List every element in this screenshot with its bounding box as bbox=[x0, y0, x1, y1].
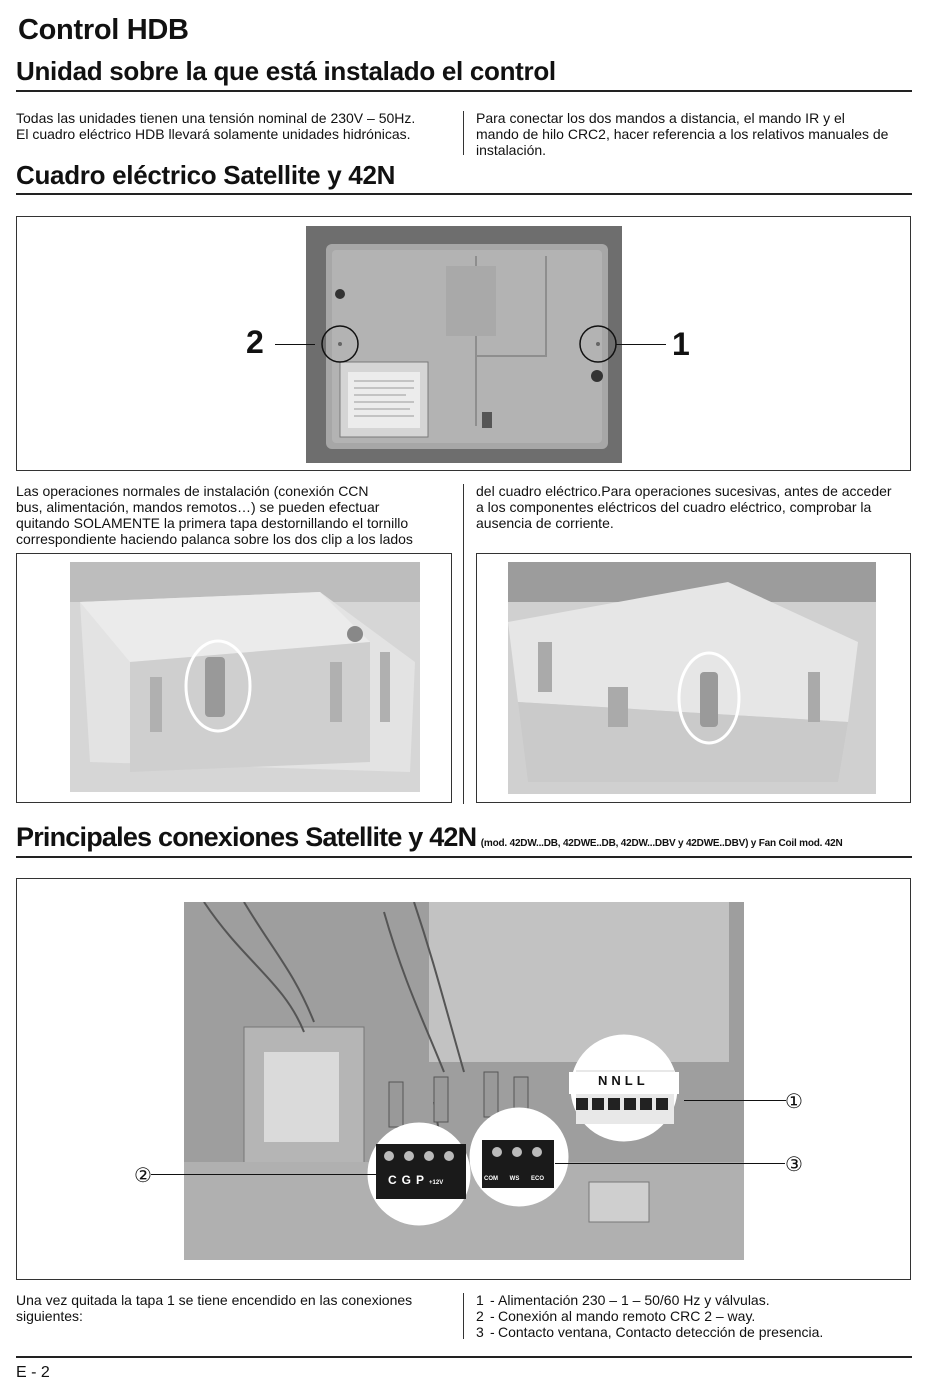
text-line: a los componentes eléctricos del cuadro eléctrico, comprobar la bbox=[476, 499, 872, 515]
column-divider bbox=[463, 484, 464, 804]
section1-title: Cuadro eléctrico Satellite y 42N bbox=[16, 160, 396, 190]
intro-right-line: instalación. bbox=[476, 142, 547, 158]
header-rule bbox=[16, 90, 912, 92]
list-item: 3 - Contacto ventana, Contacto detección de presencia. bbox=[476, 1324, 824, 1340]
section2-title-note: (mod. 42DW...DB, 42DWE..DB, 42DW...DBV y 42DWE..DBV) y Fan Coil mod. 42N bbox=[480, 838, 843, 849]
section2-title-row bbox=[16, 822, 843, 853]
connections-photo bbox=[184, 902, 744, 1260]
terminal-labels-crc2 bbox=[388, 1173, 443, 1187]
list-item-text: Alimentación 230 – 1 – 50/60 Hz y válvulas. bbox=[498, 1292, 770, 1308]
callout-line-2 bbox=[151, 1174, 376, 1175]
text-line: siguientes: bbox=[16, 1308, 83, 1324]
terminal-labels-power bbox=[598, 1073, 649, 1088]
footer-rule bbox=[16, 1356, 912, 1358]
text-line: bus, alimentación, mandos remotos…) se pueden efectuar bbox=[16, 499, 380, 515]
callout-line-1 bbox=[684, 1100, 786, 1101]
section2-title: Principales conexiones Satellite y 42N bbox=[16, 822, 477, 852]
list-item-text: Conexión al mando remoto CRC 2 – way. bbox=[498, 1308, 756, 1324]
callout-2: 2 bbox=[246, 324, 264, 360]
callout-num-3: ③ bbox=[785, 1154, 803, 1176]
terminal-label: G bbox=[401, 1173, 417, 1187]
clip-photo-right bbox=[508, 562, 876, 794]
terminal-label: L bbox=[636, 1073, 649, 1088]
page-subtitle: Unidad sobre la que está instalado el control bbox=[16, 56, 556, 86]
terminal-label: N bbox=[598, 1073, 612, 1088]
connections-list bbox=[476, 1292, 916, 1340]
terminal-labels-contacts bbox=[484, 1176, 544, 1182]
callout-num-1: ① bbox=[785, 1091, 803, 1113]
list-item: 1 - Alimentación 230 – 1 – 50/60 Hz y válvulas. bbox=[476, 1292, 770, 1308]
intro-left-line: El cuadro eléctrico HDB llevará solamente unidades hidrónicas. bbox=[16, 126, 411, 142]
callout-1: 1 bbox=[672, 326, 690, 362]
callout-line-2 bbox=[275, 344, 315, 345]
section2-rule bbox=[16, 856, 912, 858]
terminal-label: COM bbox=[484, 1176, 498, 1182]
intro-left bbox=[16, 110, 456, 142]
list-item-text: Contacto ventana, Contacto detección de presencia. bbox=[498, 1324, 824, 1340]
section1-rule bbox=[16, 193, 912, 195]
page-title: Control HDB bbox=[18, 14, 189, 46]
terminal-label: P bbox=[416, 1173, 430, 1187]
intro-right-line: mando de hilo CRC2, hacer referencia a los relativos manuales de bbox=[476, 126, 889, 142]
terminal-label: WS bbox=[509, 1176, 520, 1182]
terminal-label: ECO bbox=[531, 1176, 545, 1182]
section1-text-right bbox=[476, 483, 916, 531]
text-line: correspondiente haciendo palanca sobre los dos clip a los lados bbox=[16, 531, 413, 547]
list-item-number: 2 bbox=[476, 1308, 484, 1324]
terminal-label: +12V bbox=[429, 1180, 444, 1186]
column-divider bbox=[463, 111, 464, 155]
control-box-top-photo bbox=[306, 226, 622, 463]
terminal-label: N bbox=[611, 1073, 625, 1088]
column-divider bbox=[463, 1293, 464, 1339]
terminal-label: L bbox=[624, 1073, 637, 1088]
callout-line-1 bbox=[616, 344, 666, 345]
text-line: quitando SOLAMENTE la primera tapa destornillando el tornillo bbox=[16, 515, 409, 531]
section1-text-left bbox=[16, 483, 456, 547]
page-number: E - 2 bbox=[16, 1364, 50, 1381]
callout-line-3 bbox=[555, 1163, 785, 1164]
intro-right bbox=[476, 110, 916, 158]
callout-num-2: ② bbox=[134, 1165, 152, 1187]
terminal-label: C bbox=[388, 1173, 402, 1187]
clip-photo-left bbox=[70, 562, 420, 792]
text-line: Una vez quitada la tapa 1 se tiene encendido en las conexiones bbox=[16, 1292, 413, 1308]
list-item-number: 1 bbox=[476, 1292, 484, 1308]
list-item: 2 - Conexión al mando remoto CRC 2 – way. bbox=[476, 1308, 756, 1324]
intro-left-line: Todas las unidades tienen una tensión nominal de 230V – 50Hz. bbox=[16, 110, 416, 126]
text-line: ausencia de corriente. bbox=[476, 515, 614, 531]
intro-right-line: Para conectar los dos mandos a distancia, el mando IR y el bbox=[476, 110, 845, 126]
section2-text-left bbox=[16, 1292, 456, 1324]
text-line: del cuadro eléctrico.Para operaciones sucesivas, antes de acceder bbox=[476, 483, 892, 499]
list-item-number: 3 bbox=[476, 1324, 484, 1340]
text-line: Las operaciones normales de instalación (conexión CCN bbox=[16, 483, 369, 499]
